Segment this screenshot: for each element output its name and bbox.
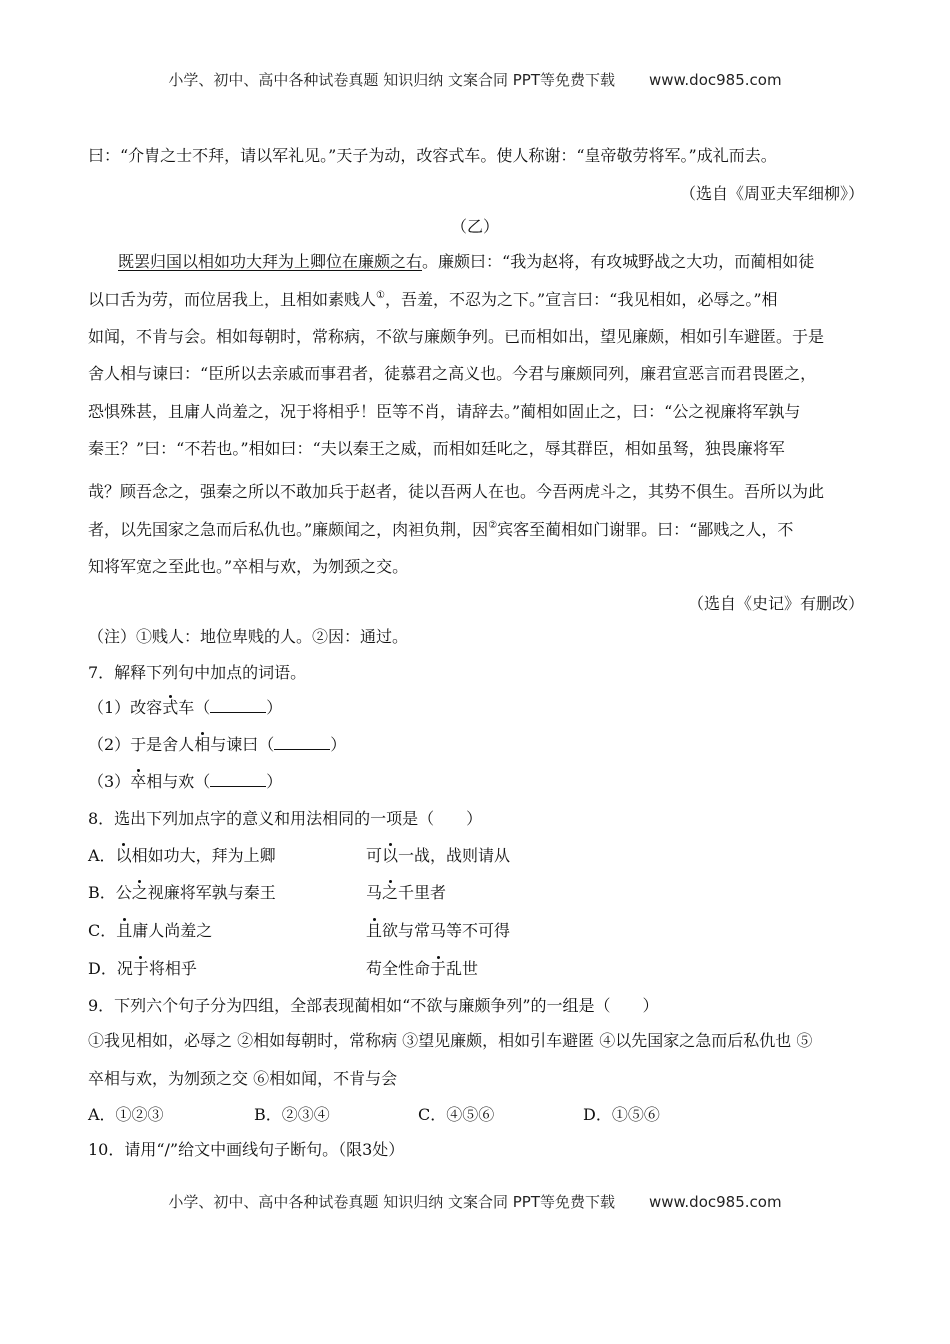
dotted-char: 相 [194, 735, 211, 754]
q9-option-c[interactable]: C．④⑤⑥ [418, 1105, 495, 1124]
answer-blank[interactable] [274, 735, 330, 750]
dotted-char: 式 [162, 698, 179, 717]
item-text: 相与欢（ [146, 772, 211, 791]
option-compare [366, 921, 510, 941]
option-text: 千里者 [398, 883, 447, 902]
q9-option-d[interactable]: D．①⑤⑥ [583, 1105, 660, 1124]
q7-item-1 [88, 698, 282, 718]
q9-option-b[interactable]: B．②③④ [254, 1105, 330, 1124]
passage-yi-line-6: 秦王？”曰：“不若也。”相如曰：“夫以秦王之威，而相如廷叱之，辱其群臣，相如虽驽，独畏廉将军 [88, 439, 785, 458]
q9-option-a[interactable]: A．①②③ [88, 1105, 164, 1124]
passage-text: 宾客至蔺相如门谢罪。曰：“鄙贱之人，不 [497, 520, 794, 539]
passage-yi-line-4: 舍人相与谏曰：“臣所以去亲戚而事君者，徒慕君之高义也。今君与廉颇同列，廉君宣恶言而君畏匿之， [88, 364, 817, 383]
header-text: 小学、初中、高中各种试卷真题 知识归纳 文案合同 PPT等免费下载 [168, 71, 615, 89]
passage-yi-line-1 [118, 252, 814, 272]
passage-yi-line-9: 知将军宽之至此也。”卒相与欢，为刎颈之交。 [88, 557, 409, 576]
q7-item-2 [88, 735, 346, 755]
item-text: 与谏曰（ [210, 735, 275, 754]
dotted-char: 于 [132, 959, 149, 978]
question-10-stem: 10．请用“/”给文中画线句子断句。（限3处） [88, 1140, 405, 1159]
dotted-char: 且 [116, 921, 133, 940]
q8-option-b[interactable] [88, 883, 447, 903]
dotted-char: 之 [131, 883, 148, 902]
passage-yi-source: （选自《史记》有删改） [687, 594, 864, 613]
option-compare [366, 883, 446, 903]
item-text: ） [266, 772, 283, 791]
option-text: 可 [366, 846, 383, 865]
q9-sentences-line-1: ①我见相如，必辱之 ②相如每朝时，常称病 ③望见廉颇，相如引车避匿 ④以先国家之急而后私仇也 ⑤ [88, 1031, 813, 1050]
passage-text: ，吾羞，不忍为之下。”宣言曰：“我见相如，必辱之。”相 [384, 290, 778, 309]
q8-option-a[interactable] [88, 846, 511, 866]
answer-blank[interactable] [210, 698, 266, 713]
item-text: （1）改容 [88, 698, 163, 717]
q9-sentences-line-2: 卒相与欢，为刎颈之交 ⑥相如闻，不肯与会 [88, 1069, 398, 1088]
question-7-stem: 7．解释下列句中加点的词语。 [88, 663, 307, 682]
item-text: （2）于是舍人 [88, 735, 195, 754]
passage-text: 。廉颇曰：“我为赵将，有攻城野战之大功，而蔺相如徒 [422, 252, 815, 271]
passage-yi-line-2 [88, 290, 778, 313]
dotted-char: 于 [430, 959, 447, 978]
note-ref-2: ② [488, 520, 498, 531]
question-9-stem: 9．下列六个句子分为四组，全部表现蔺相如“不欲与廉颇争列”的一组是（ ） [88, 996, 659, 1015]
q7-item-3 [88, 772, 282, 792]
underlined-sentence: 既罢归国以相如功大拜为上卿位在廉颇之右 [118, 252, 423, 271]
option-compare [366, 846, 510, 866]
option-text: 欲与常马等不可得 [382, 921, 511, 940]
header-site[interactable]: www.doc985.com [648, 71, 782, 89]
question-8-stem: 8．选出下列加点字的意义和用法相同的一项是（ ） [88, 809, 483, 828]
option-label: C． [88, 921, 117, 940]
option-text: 马 [366, 883, 383, 902]
passage-yi-heading: （乙） [450, 217, 499, 236]
option-text: 庸人尚羞之 [132, 921, 213, 940]
option-text: 相如功大，拜为上卿 [131, 846, 276, 865]
item-text: ） [330, 735, 347, 754]
item-text: 车（ [178, 698, 211, 717]
q8-option-c[interactable] [88, 921, 511, 941]
passage-yi-line-7: 哉？顾吾念之，强秦之所以不敢加兵于赵者，徒以吾两人在也。今吾两虎斗之，其势不俱生。吾所以为此 [88, 482, 825, 501]
option-text: 苟全性命 [366, 959, 431, 978]
dotted-char: 以 [115, 846, 132, 865]
option-label: B．公 [88, 883, 132, 902]
footer-site[interactable]: www.doc985.com [648, 1193, 782, 1211]
option-text: 视廉将军孰与秦王 [147, 883, 276, 902]
dotted-char: 之 [382, 883, 399, 902]
note-ref-1: ① [376, 290, 385, 301]
option-label: D．况 [88, 959, 133, 978]
passage-yi-line-5: 恐惧殊甚，且庸人尚羞之，况于将相乎！臣等不肖，请辞去。”蔺相如固止之，曰：“公之视廉将军孰与 [88, 402, 801, 421]
option-label: A． [88, 846, 116, 865]
dotted-char: 以 [382, 846, 399, 865]
passage-text: 者，以先国家之急而后私仇也。”廉颇闻之，肉袒负荆，因 [88, 520, 489, 539]
passage-text: 以口舌为劳，而位居我上，且相如素贱人 [88, 290, 377, 309]
q8-option-d[interactable] [88, 959, 479, 979]
dotted-char: 且 [366, 921, 383, 940]
answer-blank[interactable] [210, 772, 266, 787]
item-text: ） [266, 698, 283, 717]
footer-text: 小学、初中、高中各种试卷真题 知识归纳 文案合同 PPT等免费下载 [168, 1193, 615, 1211]
item-text: （3） [88, 772, 131, 791]
passage-yi-line-8 [88, 520, 793, 543]
option-text: 乱世 [446, 959, 479, 978]
option-compare [366, 959, 478, 979]
footnotes: （注）①贱人：地位卑贱的人。②因：通过。 [88, 627, 409, 646]
passage-jia-source: （选自《周亚夫军细柳》） [679, 184, 864, 203]
page-footer [0, 1191, 950, 1212]
dotted-char: 卒 [130, 772, 147, 791]
page-header [0, 69, 950, 90]
option-text: 一战，战则请从 [398, 846, 511, 865]
option-text: 将相乎 [148, 959, 197, 978]
passage-yi-line-3: 如闻，不肯与会。相如每朝时，常称病，不欲与廉颇争列。已而相如出，望见廉颇，相如引车避匿。于是 [88, 327, 825, 346]
passage-jia-line: 曰：“介胄之士不拜，请以军礼见。”天子为动，改容式车。使人称谢：“皇帝敬劳将军。”成礼而去。 [88, 146, 777, 165]
